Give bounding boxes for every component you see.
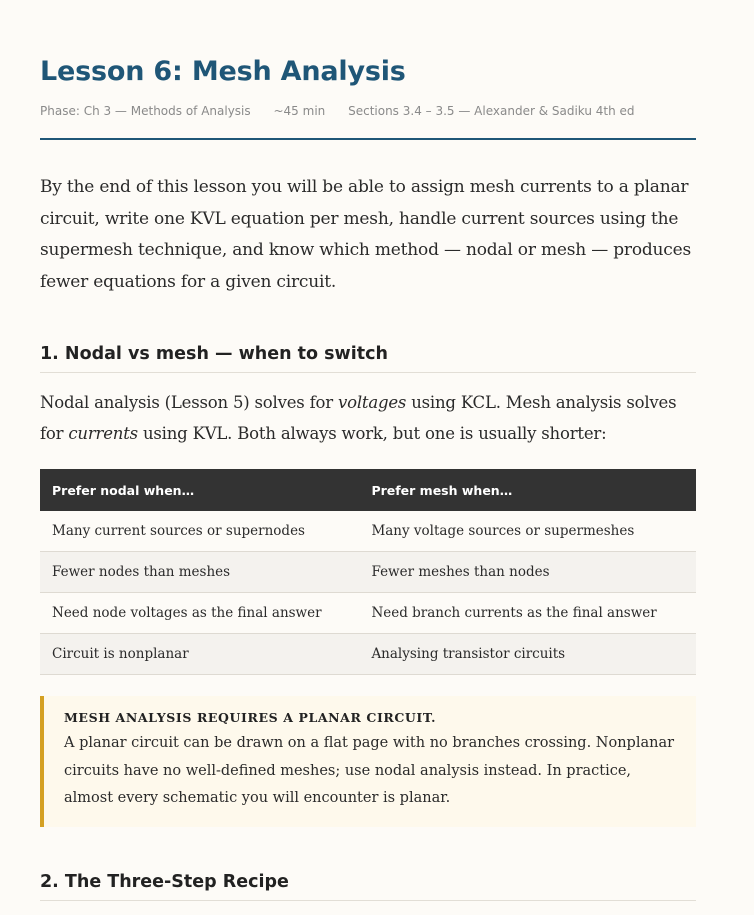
page-title: Lesson 6: Mesh Analysis: [40, 56, 406, 87]
section-1-heading: 1. Nodal vs mesh — when to switch: [40, 344, 696, 373]
para-text: Nodal analysis (Lesson 5) solves for: [40, 393, 338, 412]
lesson-page: [40, 0, 696, 901]
table-cell: Fewer meshes than nodes: [359, 552, 696, 593]
table-header-row: [40, 469, 696, 511]
callout-title: MESH ANALYSIS REQUIRES A PLANAR CIRCUIT.: [64, 710, 437, 725]
para-emphasis-currents: currents: [68, 424, 138, 443]
table-cell: Analysing transistor circuits: [359, 634, 696, 675]
table-header-mesh: Prefer mesh when…: [359, 469, 696, 511]
header-divider: [40, 138, 696, 140]
table-cell: Many voltage sources or supermeshes: [359, 511, 696, 552]
planar-circuit-callout: [40, 696, 696, 827]
table-cell: Many current sources or supernodes: [40, 511, 359, 552]
table-cell: Fewer nodes than meshes: [40, 552, 359, 593]
intro-paragraph: By the end of this lesson you will be able to assign mesh currents to a planar circuit, write one KVL equation per mesh, handle current sources using the supermesh technique, and know which method — nodal or mesh — produces fewer equations for a given circuit.: [40, 177, 692, 292]
meta-phase: Phase: Ch 3 — Methods of Analysis: [40, 104, 251, 118]
callout-body: A planar circuit can be drawn on a flat page with no branches crossing. Nonplanar circuits have no well-defined meshes; use nodal analysis instead. In practice, almost every schematic you will encounter is planar.: [64, 735, 675, 806]
table-cell: Need branch currents as the final answer: [359, 593, 696, 634]
para-text: using KCL. Mesh analysis solves for: [40, 393, 677, 443]
comparison-table: [40, 469, 696, 675]
table-row: [40, 511, 696, 552]
table-header-nodal: Prefer nodal when…: [40, 469, 359, 511]
table-row: [40, 593, 696, 634]
lesson-meta: [40, 104, 696, 122]
section-1-paragraph: [40, 387, 696, 449]
section-2-heading: 2. The Three-Step Recipe: [40, 872, 696, 901]
para-emphasis-voltages: voltages: [337, 393, 407, 412]
meta-duration: ~45 min: [273, 104, 326, 118]
table-cell: Circuit is nonplanar: [40, 634, 359, 675]
table-row: [40, 634, 696, 675]
table-row: [40, 552, 696, 593]
table-cell: Need node voltages as the final answer: [40, 593, 359, 634]
meta-sections: Sections 3.4 – 3.5 — Alexander & Sadiku 4th ed: [348, 104, 635, 118]
para-text: using KVL. Both always work, but one is usually shorter:: [137, 424, 607, 443]
